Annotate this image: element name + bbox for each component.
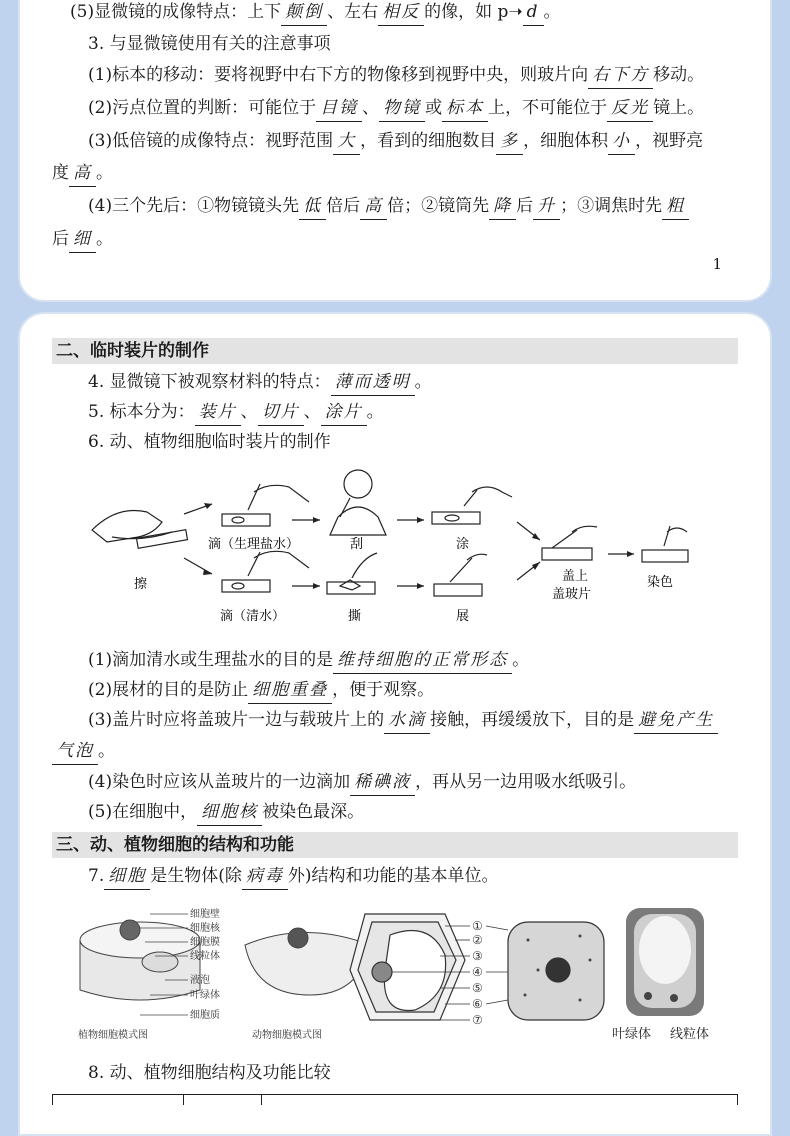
answer-blank: 切片 bbox=[258, 399, 304, 426]
label-num-5: ⑤ bbox=[472, 981, 483, 995]
sub-4: (4)染色时应该从盖玻片的一边滴加 稀碘液 ，再从另一边用吸水纸吸引。 bbox=[88, 769, 738, 796]
question-6: 6. 动、植物细胞临时装片的制作 bbox=[88, 432, 331, 452]
label-num-1: ① bbox=[472, 919, 483, 933]
item-1: (1)标本的移动：要将视野中右下方的物像移到视野中央，则玻片向 右下方 移动。 bbox=[88, 62, 738, 89]
item-4: (4)三个先后：①物镜镜头先 低 倍后 高 倍；②镜筒先 降 后 升 ；③调焦时先 粗 bbox=[88, 193, 738, 220]
answer-blank: 涂片 bbox=[321, 399, 367, 426]
question-8: 8. 动、植物细胞结构及功能比较 bbox=[88, 1063, 331, 1083]
answer-blank: 小 bbox=[608, 128, 635, 155]
label-vacuole: 液泡 bbox=[190, 975, 210, 986]
answer-blank: 粗 bbox=[662, 193, 689, 220]
answer-blank: 细胞重叠 bbox=[248, 677, 332, 704]
label-cover-1: 盖上 bbox=[562, 569, 589, 584]
label-spread: 展 bbox=[456, 609, 470, 624]
answer-blank: 颠倒 bbox=[281, 0, 327, 26]
sub-2: (2)展材的目的是防止 细胞重叠 ，便于观察。 bbox=[88, 677, 738, 704]
label-num-4: ④ bbox=[472, 965, 483, 979]
answer-blank: 水滴 bbox=[384, 707, 430, 734]
page-number: 1 bbox=[712, 255, 722, 273]
question-5: 5. 标本分为： 装片 、 切片 、 涂片 。 bbox=[88, 399, 738, 426]
item-4-cont: 后 细 。 bbox=[52, 226, 738, 253]
question-4: 4. 显微镜下被观察材料的特点： 薄而透明 。 bbox=[88, 369, 738, 396]
answer-blank: 反光 bbox=[607, 95, 653, 122]
answer-blank: 气泡 bbox=[52, 738, 98, 765]
label-tear: 撕 bbox=[348, 609, 362, 624]
animal-cell-diagram bbox=[508, 922, 604, 1020]
label-cover-2: 盖玻片 bbox=[552, 587, 592, 602]
answer-blank: 细胞核 bbox=[197, 799, 262, 826]
comparison-table-top bbox=[52, 1094, 738, 1105]
item-2: (2)污点位置的判断：可能位于 目镜 、 物镜 或 标本 上，不可能位于 反光 镜上。 bbox=[88, 95, 738, 122]
sub-3-cont: 气泡 。 bbox=[52, 738, 738, 765]
plant-cell-photo bbox=[626, 908, 704, 1016]
caption-animal-model: 动物细胞模式图 bbox=[252, 1030, 322, 1041]
heading-3: 3. 与显微镜使用有关的注意事项 bbox=[88, 34, 331, 54]
answer-blank: 病毒 bbox=[242, 863, 288, 890]
person-head-illustration bbox=[344, 470, 372, 498]
answer-blank: 稀碘液 bbox=[350, 769, 415, 796]
answer-blank: 物镜 bbox=[379, 95, 425, 122]
text-line-5: (5)显微镜的成像特点：上下 颠倒 、左右 相反 的像，如 p➝ d 。 bbox=[70, 0, 738, 26]
answer-blank: 细 bbox=[69, 226, 96, 253]
answer-blank: 目镜 bbox=[316, 95, 362, 122]
item-3-cont: 度 高 。 bbox=[52, 160, 738, 187]
question-7: 7. 细胞 是生物体(除 病毒 外)结构和功能的基本单位。 bbox=[88, 863, 738, 890]
sub-3: (3)盖片时应将盖玻片一边与载玻片上的 水滴 接触，再缓缓放下，目的是 避免产生 bbox=[88, 707, 738, 734]
label-wipe: 擦 bbox=[134, 577, 148, 592]
label-mitochondria: 线粒体 bbox=[190, 951, 220, 962]
label-scrape: 刮 bbox=[350, 537, 364, 552]
slide-preparation-diagram bbox=[52, 462, 742, 637]
item-3: (3)低倍镜的成像特点：视野范围 大 ，看到的细胞数目 多 ，细胞体积 小 ，视野亮 bbox=[88, 128, 738, 155]
label-cell-wall: 细胞壁 bbox=[190, 909, 220, 920]
label-photo-mitochondria: 线粒体 bbox=[670, 1027, 710, 1042]
answer-blank: 高 bbox=[69, 160, 96, 187]
arrow-right-icon: ➝ bbox=[508, 2, 523, 22]
label-num-6: ⑥ bbox=[472, 997, 483, 1011]
sub-1: (1)滴加清水或生理盐水的目的是 维持细胞的正常形态 。 bbox=[88, 647, 738, 674]
label-chloroplast: 叶绿体 bbox=[190, 990, 220, 1001]
sub-5: (5)在细胞中， 细胞核 被染色最深。 bbox=[88, 799, 738, 826]
answer-blank: 维持细胞的正常形态 bbox=[333, 647, 512, 674]
answer-blank: 薄而透明 bbox=[331, 369, 415, 396]
cell-structure-figures bbox=[60, 900, 740, 1050]
answer-blank: 降 bbox=[489, 193, 516, 220]
section-title-2: 二、临时装片的制作 bbox=[52, 338, 738, 364]
label-nucleus: 细胞核 bbox=[190, 923, 220, 934]
label-num-3: ③ bbox=[472, 949, 483, 963]
answer-blank: 升 bbox=[533, 193, 560, 220]
caption-plant-model: 植物细胞模式图 bbox=[78, 1030, 148, 1041]
label-drop-saline: 滴（生理盐水） bbox=[208, 537, 300, 552]
label-num-7: ⑦ bbox=[472, 1013, 483, 1027]
label-membrane: 细胞膜 bbox=[190, 937, 220, 948]
label-smear: 涂 bbox=[456, 537, 470, 552]
label-stain: 染色 bbox=[647, 575, 674, 590]
answer-blank: 高 bbox=[360, 193, 387, 220]
answer-blank: 大 bbox=[333, 128, 360, 155]
answer-blank: 装片 bbox=[195, 399, 241, 426]
answer-blank: 标本 bbox=[442, 95, 488, 122]
plant-cell-model bbox=[80, 920, 200, 1000]
label-num-2: ② bbox=[472, 933, 483, 947]
section-title-3: 三、动、植物细胞的结构和功能 bbox=[52, 832, 738, 858]
label-drop-water: 滴（清水） bbox=[220, 609, 286, 624]
answer-blank: 相反 bbox=[378, 0, 424, 26]
animal-cell-model bbox=[245, 928, 370, 995]
label-photo-chloroplast: 叶绿体 bbox=[612, 1027, 652, 1042]
slide-illustration bbox=[222, 514, 270, 526]
answer-blank: d bbox=[523, 0, 544, 26]
answer-blank: 细胞 bbox=[104, 863, 150, 890]
answer-blank: 低 bbox=[299, 193, 326, 220]
label-cytoplasm: 细胞质 bbox=[190, 1010, 220, 1021]
answer-blank: 避免产生 bbox=[634, 707, 718, 734]
answer-blank: 右下方 bbox=[588, 62, 653, 89]
answer-blank: 多 bbox=[496, 128, 523, 155]
